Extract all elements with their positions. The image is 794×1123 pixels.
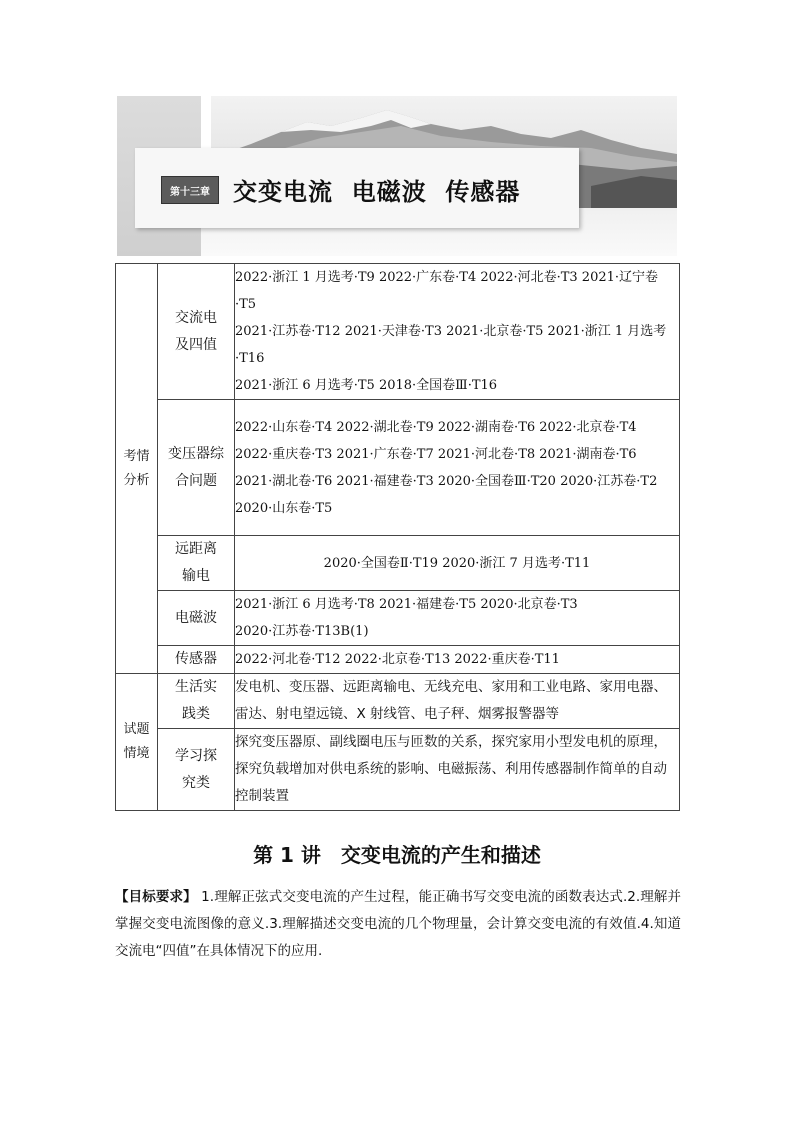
chapter-title: 交变电流 电磁波 传感器 [233, 178, 521, 206]
topic-label: 远距离 [175, 541, 217, 557]
table-row [116, 400, 680, 536]
topic-cell [158, 646, 235, 674]
reference-line: 2020·全国卷Ⅱ·T19 2020·浙江 7 月选考·T11 [323, 555, 591, 571]
topic-label: 输电 [182, 568, 210, 584]
table-row [116, 264, 680, 400]
table-row [116, 591, 680, 646]
table-row [116, 536, 680, 591]
chapter-banner [117, 96, 677, 256]
reference-cell [235, 591, 680, 646]
reference-cell [235, 646, 680, 674]
reference-cell [235, 264, 680, 400]
topic-label: 合问题 [175, 472, 217, 489]
category-cell-analysis [116, 264, 158, 674]
topic-label: 交流电 [175, 309, 217, 326]
reference-line: 2022·浙江 1 月选考·T9 2022·广东卷·T4 2022·河北卷·T3 2021·辽宁卷·T5 [235, 270, 659, 312]
reference-line: 2020·江苏卷·T13B(1) [235, 624, 369, 639]
reference-line: 2022·河北卷·T12 2022·北京卷·T13 2022·重庆卷·T11 [235, 652, 560, 667]
topic-cell [158, 674, 235, 729]
chapter-title-card [135, 148, 579, 228]
objectives-label: 【目标要求】 [115, 889, 197, 905]
lecture-title: 第 1 讲 交变电流的产生和描述 [253, 843, 541, 867]
reference-cell [235, 400, 680, 536]
table-row [116, 646, 680, 674]
chapter-badge: 第十三章 [161, 176, 219, 204]
exam-analysis-table [115, 263, 680, 811]
reference-cell [235, 536, 680, 591]
topic-label: 践类 [182, 706, 210, 722]
reference-line: 2020·山东卷·T5 [235, 500, 333, 516]
reference-line: 2022·山东卷·T4 2022·湖北卷·T9 2022·湖南卷·T6 2022·北京卷·T4 [235, 419, 637, 435]
reference-line: 2021·浙江 6 月选考·T5 2018·全国卷Ⅲ·T16 [235, 378, 498, 393]
objectives-text: 1.理解正弦式交变电流的产生过程，能正确书写交变电流的函数表达式.2.理解并掌握交变电流图像的意义.3.理解描述交变电流的几个物理量，会计算交变电流的有效值.4.知道交流电“四值”在具体情况下的应用. [115, 889, 682, 959]
reference-line: 2021·江苏卷·T12 2021·天津卷·T3 2021·北京卷·T5 2021·浙江 1 月选考·T16 [235, 324, 667, 366]
topic-cell [158, 729, 235, 811]
reference-line: 2021·湖北卷·T6 2021·福建卷·T3 2020·全国卷Ⅲ·T20 2020·江苏卷·T2 [235, 473, 658, 489]
category-cell-context [116, 674, 158, 811]
topic-cell [158, 536, 235, 591]
topic-cell [158, 264, 235, 400]
table-row [116, 674, 680, 729]
topic-label: 生活实 [175, 679, 217, 695]
learning-objectives [115, 884, 681, 965]
context-text: 探究变压器原、副线圈电压与匝数的关系，探究家用小型发电机的原理，探究负载增加对供电系统的影响、电磁振荡、利用传感器制作简单的自动控制装置 [235, 734, 667, 804]
topic-label: 变压器综 [168, 445, 224, 462]
context-text: 发电机、变压器、远距离输电、无线充电、家用和工业电路、家用电器、雷达、射电望远镜、X 射线管、电子秤、烟雾报警器等 [235, 679, 667, 722]
topic-label: 电磁波 [175, 609, 217, 626]
category-label: 分析 [123, 472, 150, 488]
context-cell [235, 729, 680, 811]
topic-label: 及四值 [175, 336, 217, 353]
reference-line: 2022·重庆卷·T3 2021·广东卷·T7 2021·河北卷·T8 2021·湖南卷·T6 [235, 446, 637, 462]
category-label: 考情 [123, 448, 150, 464]
topic-label: 传感器 [175, 651, 217, 667]
reference-line: 2021·浙江 6 月选考·T8 2021·福建卷·T5 2020·北京卷·T3 [235, 597, 578, 612]
category-label: 试题 [123, 722, 150, 737]
category-label: 情境 [123, 746, 150, 761]
topic-label: 学习探 [175, 747, 217, 764]
topic-label: 究类 [182, 774, 210, 791]
topic-cell [158, 591, 235, 646]
topic-cell [158, 400, 235, 536]
table-row [116, 729, 680, 811]
context-cell [235, 674, 680, 729]
